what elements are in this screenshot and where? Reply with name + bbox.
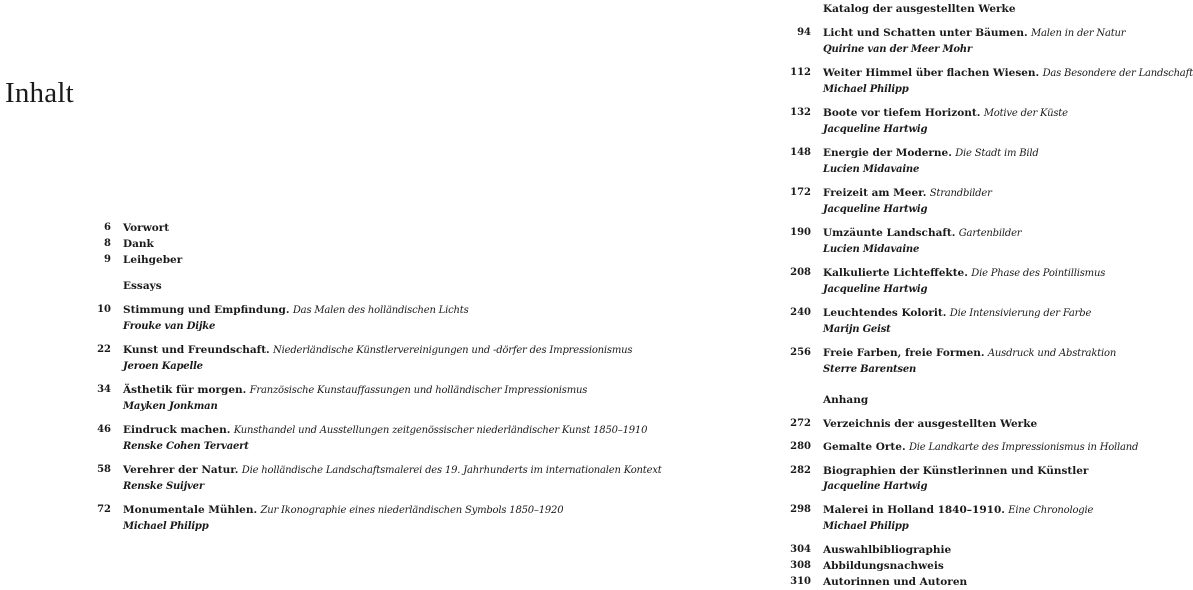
essays-heading: Essays [123,280,162,292]
toc-page-number: 272 [790,418,811,429]
toc-entry-author: Lucien Midavaine [823,164,920,175]
toc-entry [780,265,1118,298]
toc-page-number: 282 [790,465,811,476]
toc-page-number: 308 [790,560,811,571]
toc-entry-title: Monumentale Mühlen. [123,504,258,516]
toc-entry-text [823,502,1118,535]
toc-page-number: 94 [797,27,811,38]
toc-entry [780,502,1118,535]
toc-entry-author: Jacqueline Hartwig [823,481,928,492]
toc-entry-subtitle: Malen in der Natur [1030,28,1126,39]
toc-entry-subtitle: Strandbilder [929,188,992,199]
toc-entry [780,574,1118,590]
toc-entry-subtitle: Kunsthandel und Ausstellungen zeitgenössischer niederländischer Kunst 1850–1910 [233,425,648,436]
toc-page-number: 22 [97,344,111,355]
toc-page-number: 240 [790,307,811,318]
toc-entry-title: Dank [123,238,154,250]
toc-page-number: 58 [97,464,111,475]
toc-entry-text [123,462,662,495]
toc-entry [80,302,560,335]
toc-entry-subtitle: Eine Chronologie [1008,505,1094,516]
toc-entry-text [823,185,1118,218]
toc-page-number: 256 [790,347,811,358]
toc-entry-author: Marijn Geist [823,324,891,335]
toc-entry-text [123,252,560,268]
page-title: Inhalt [5,77,74,110]
toc-entry-title: Gemalte Orte. [823,441,906,453]
toc-entry-text [123,220,560,236]
toc-entry-text [823,225,1118,258]
toc-entry-title: Licht und Schatten unter Bäumen. [823,27,1028,39]
toc-entry-text [823,558,1118,574]
toc-entry-title: Autorinnen und Autoren [823,576,968,588]
toc-entry-text [823,305,1118,338]
toc-entry-title: Weiter Himmel über flachen Wiesen. [823,67,1040,79]
toc-page-number: 8 [104,238,111,249]
toc-entry-subtitle: Gartenbilder [958,228,1022,239]
katalog-list [780,25,1193,378]
toc-entry-title: Kalkulierte Lichteffekte. [823,267,968,279]
toc-entry [780,463,1118,495]
toc-entry-title: Ästhetik für morgen. [123,384,247,396]
toc-entry-title: Stimmung und Empfindung. [123,304,290,316]
anhang-list [780,416,1139,590]
toc-page-number: 304 [790,544,811,555]
toc-page-number: 172 [790,187,811,198]
essays-list [80,302,662,535]
toc-entry [80,422,648,455]
toc-entry [80,220,560,236]
contents-right-column [780,1,1193,590]
toc-entry-title: Biographien der Künstlerinnen und Künstler [823,465,1089,477]
toc-entry-text [123,342,632,375]
toc-entry-author: Jacqueline Hartwig [823,124,928,135]
toc-page-number: 148 [790,147,811,158]
toc-page-number: 72 [97,504,111,515]
toc-entry-title: Abbildungsnachweis [823,560,944,572]
toc-entry [80,236,560,252]
toc-entry-title: Verzeichnis der ausgestellten Werke [823,418,1038,430]
toc-page-number: 190 [790,227,811,238]
toc-entry-text [123,422,647,455]
toc-entry-author: Lucien Midavaine [823,244,920,255]
toc-entry-author: Quirine van der Meer Mohr [823,44,972,55]
toc-entry-author: Mayken Jonkman [123,401,218,412]
toc-entry-subtitle: Motive der Küste [983,108,1068,119]
toc-entry-text [123,382,587,415]
toc-entry-text [823,265,1118,298]
toc-entry-text [823,145,1118,178]
toc-entry-title: Leuchtendes Kolorit. [823,307,947,319]
toc-page-number: 280 [790,441,811,452]
toc-entry-title: Verehrer der Natur. [123,464,239,476]
toc-entry [80,342,633,375]
toc-page-number: 310 [790,576,811,587]
toc-entry-text [823,105,1118,138]
toc-entry-text [123,502,563,535]
toc-entry-subtitle: Zur Ikonographie eines niederländischen Symbols 1850–1920 [260,505,564,516]
toc-page-number: 9 [104,254,111,265]
toc-entry [80,252,560,268]
toc-entry-author: Michael Philipp [123,521,209,532]
toc-entry [780,105,1118,138]
toc-entry-author: Michael Philipp [823,84,909,95]
toc-page-number: 46 [97,424,111,435]
toc-entry [780,225,1118,258]
toc-entry-author: Jacqueline Hartwig [823,204,928,215]
toc-entry-author: Jeroen Kapelle [123,361,203,372]
toc-entry-title: Leihgeber [123,254,183,266]
toc-entry [80,462,662,495]
toc-entry [780,439,1139,456]
toc-entry-text [823,416,1118,432]
toc-entry-subtitle: Die Stadt im Bild [955,148,1039,159]
toc-entry-text [823,574,1118,590]
toc-page-number: 6 [104,222,111,233]
toc-entry [780,25,1126,58]
toc-entry-title: Umzäunte Landschaft. [823,227,956,239]
toc-entry-subtitle: Die holländische Landschaftsmalerei des 19. Jahrhunderts im internationalen Kontext [241,465,662,476]
toc-entry-author: Renske Cohen Tervaert [123,441,249,452]
toc-entry-text [823,439,1138,456]
toc-entry [80,382,588,415]
front-matter-list [80,220,560,268]
toc-entry-text [823,542,1118,558]
toc-entry-text [823,25,1125,58]
toc-page-number: 208 [790,267,811,278]
toc-entry-text [123,302,560,335]
toc-entry-text [823,65,1193,98]
toc-entry-title: Vorwort [123,222,170,234]
toc-entry-title: Eindruck machen. [123,424,231,436]
toc-page-number: 34 [97,384,111,395]
toc-entry-subtitle: Die Phase des Pointillismus [971,268,1106,279]
toc-entry [780,305,1118,338]
toc-entry-title: Malerei in Holland 1840–1910. [823,504,1005,516]
toc-entry-subtitle: Die Intensivierung der Farbe [949,308,1092,319]
toc-entry-title: Energie der Moderne. [823,147,952,159]
toc-page-number: 10 [97,304,111,315]
toc-entry-title: Auswahlbibliographie [823,544,952,556]
toc-entry [80,502,564,535]
toc-entry-subtitle: Die Landkarte des Impressionismus in Holland [908,442,1139,453]
toc-entry-text [823,463,1118,495]
toc-entry-title: Freie Farben, freie Formen. [823,347,985,359]
toc-page-number: 298 [790,504,811,515]
toc-entry-author: Jacqueline Hartwig [823,284,928,295]
toc-entry-title: Freizeit am Meer. [823,187,927,199]
toc-entry-subtitle: Das Besondere der Landschaft [1042,68,1193,79]
toc-entry-subtitle: Das Malen des holländischen Lichts [292,305,469,316]
toc-entry [780,558,1118,574]
toc-page-number: 132 [790,107,811,118]
toc-entry [780,416,1118,432]
toc-entry-author: Sterre Barentsen [823,364,917,375]
contents-left-column [80,220,662,535]
toc-entry-text [823,345,1118,378]
toc-entry-author: Michael Philipp [823,521,909,532]
katalog-heading: Katalog der ausgestellten Werke [823,3,1016,15]
anhang-heading: Anhang [823,394,869,406]
toc-entry-subtitle: Ausdruck und Abstraktion [987,348,1117,359]
toc-entry [780,65,1193,98]
toc-entry [780,345,1118,378]
toc-entry-title: Kunst und Freundschaft. [123,344,270,356]
toc-entry [780,145,1118,178]
toc-entry [780,542,1118,558]
toc-entry-subtitle: Französische Kunstauffassungen und holländischer Impressionismus [249,385,588,396]
toc-entry-author: Frouke van Dijke [123,321,216,332]
toc-entry-title: Boote vor tiefem Horizont. [823,107,981,119]
toc-page-number: 112 [790,67,811,78]
toc-entry [780,185,1118,218]
toc-entry-subtitle: Niederländische Künstlervereinigungen und -dörfer des Impressionismus [273,345,633,356]
toc-entry-author: Renske Suijver [123,481,204,492]
toc-entry-text [123,236,560,252]
